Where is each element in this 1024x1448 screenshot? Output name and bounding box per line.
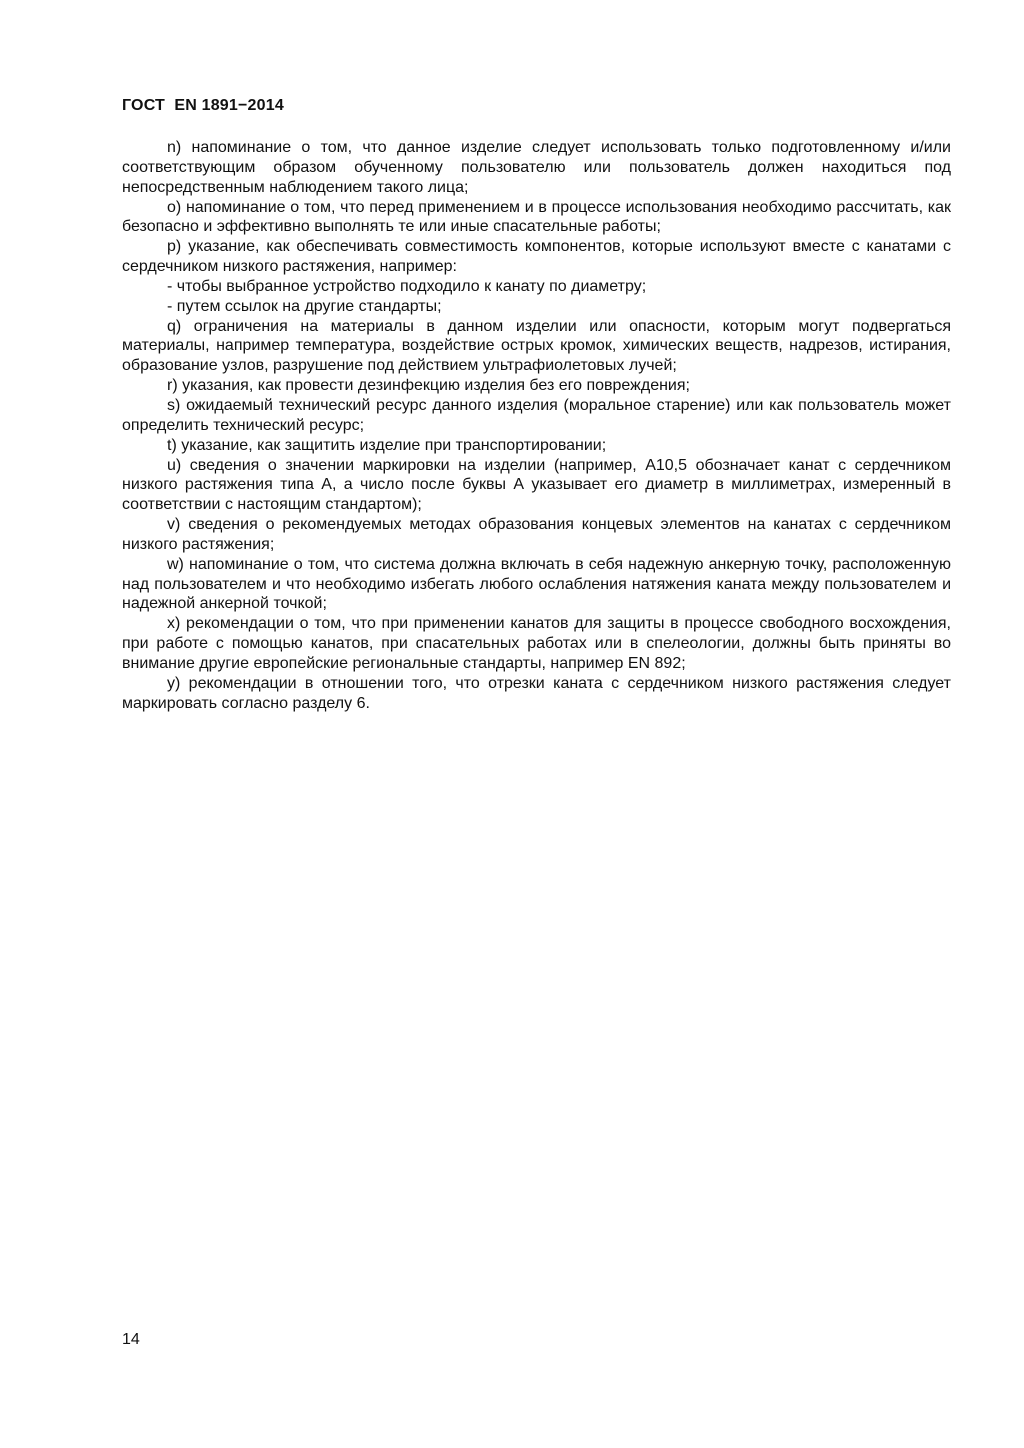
list-item-y: y) рекомендации в отношении того, что отрезки каната с сердечником низкого растяжения следует маркировать согласно разделу 6. — [122, 674, 951, 712]
list-item-u: u) сведения о значении маркировки на изделии (например, А10,5 обозначает канат с сердечником низкого растяжения типа А, а число после буквы А указывает его диаметр в миллиметрах, измеренный в соответствии с настоящим стандартом); — [122, 456, 951, 514]
list-item-q: q) ограничения на материалы в данном изделии или опасности, которым могут подвергаться материалы, например температура, воздействие острых кромок, химических веществ, надрезов, истирания, образование узлов, разрушение под действием ультрафиолетовых лучей; — [122, 317, 951, 375]
list-item-s: s) ожидаемый технический ресурс данного изделия (моральное старение) или как пользователь может определить технический ресурс; — [122, 396, 951, 434]
document-body — [122, 138, 951, 713]
list-item-p-sub-2: - путем ссылок на другие стандарты; — [167, 297, 442, 315]
list-item-r: r) указания, как провести дезинфекцию изделия без его повреждения; — [167, 377, 690, 395]
list-item-x: x) рекомендации о том, что при применении канатов для защиты в процессе свободного восхождения, при работе с помощью канатов, при спасательных работах или в спелеологии, должны быть приняты во внимание другие европейские региональные стандарты, например EN 892; — [122, 615, 951, 672]
document-header: ГОСТ EN 1891−2014 — [122, 97, 284, 114]
list-item-w: w) напоминание о том, что система должна включать в себя надежную анкерную точку, расположенную над пользователем и что необходимо избегать любого ослабления натяжения каната между пользователем и надежной анкерной точкой; — [122, 555, 951, 613]
list-item-v: v) сведения о рекомендуемых методах образования концевых элементов на канатах с сердечником низкого растяжения; — [122, 516, 951, 553]
list-item-o: o) напоминание о том, что перед применением и в процессе использования необходимо рассчитать, как безопасно и эффективно выполнять те или иные спасательные работы; — [122, 198, 951, 236]
list-item-p-sub-1: - чтобы выбранное устройство подходило к канату по диаметру; — [167, 277, 647, 295]
page-number: 14 — [122, 1331, 140, 1348]
list-item-t: t) указание, как защитить изделие при транспортировании; — [167, 436, 607, 454]
list-item-n: n) напоминание о том, что данное изделие следует использовать только подготовленному и/или соответствующим образом обученному пользователю или пользователь должен находиться под непосредственным наблюдением такого лица; — [122, 139, 951, 196]
list-item-p: p) указание, как обеспечивать совместимость компонентов, которые используют вместе с канатами с сердечником низкого растяжения, например: — [122, 238, 951, 276]
